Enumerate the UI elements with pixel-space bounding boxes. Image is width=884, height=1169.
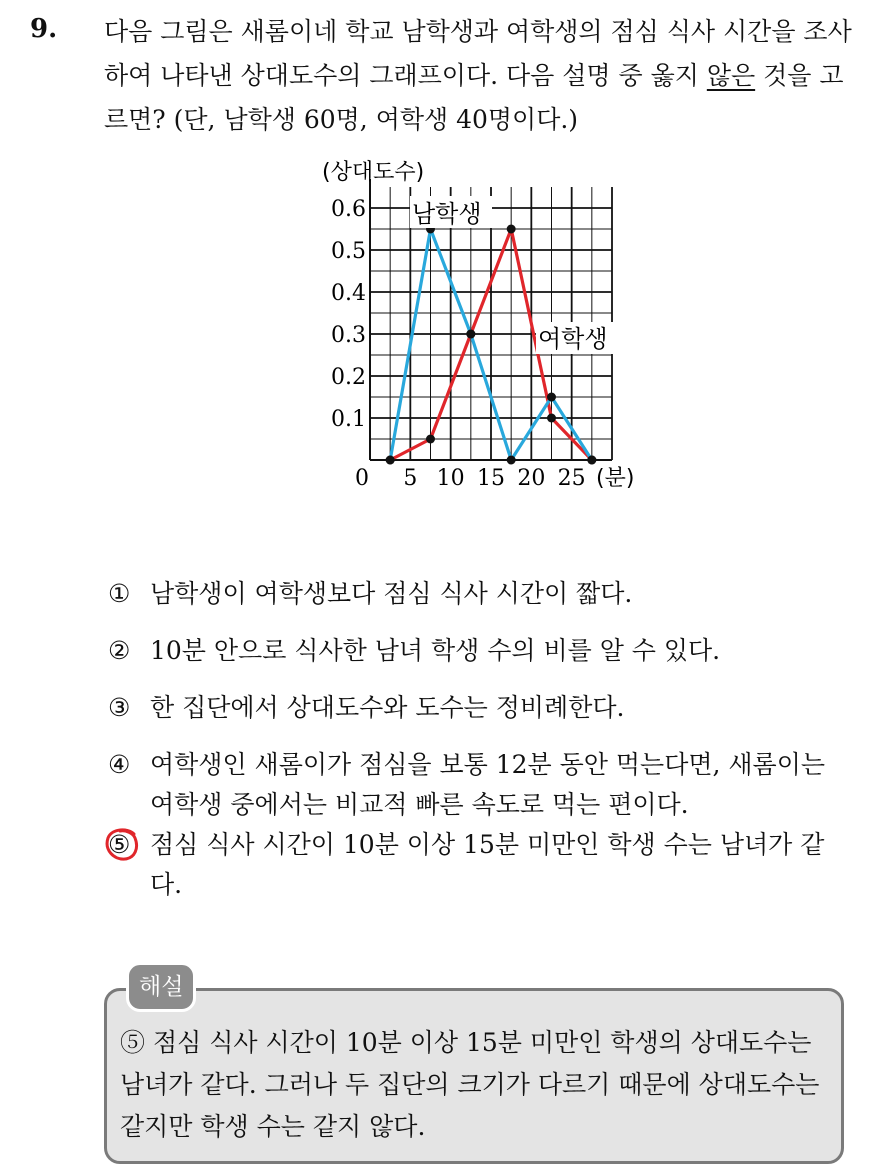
- choice-4-marker: ④: [108, 750, 131, 779]
- data-point-boys: [547, 393, 556, 402]
- choice-2-text: 10분 안으로 식사한 남녀 학생 수의 비를 알 수 있다.: [150, 636, 721, 665]
- question-text-part2: 것을 고르면? (단, 남학생 60명, 여학생 40명이다.): [104, 61, 844, 134]
- explanation-text: ⑤ 점심 식사 시간이 10분 이상 15분 미만인 학생의 상대도수는 남녀가 같다. 그러나 두 집단의 크기가 다르기 때문에 상대도수는 같지만 학생 수는 같지 않다.: [120, 1028, 820, 1141]
- choice-5-marker: ⑤: [108, 830, 131, 859]
- answer-circle-mark: [104, 826, 140, 862]
- data-point-boys: [466, 330, 475, 339]
- data-point-boys: [507, 456, 516, 465]
- data-point-boys: [386, 456, 395, 465]
- choice-3-text: 한 집단에서 상대도수와 도수는 정비례한다.: [150, 693, 625, 722]
- question-number: 9.: [30, 14, 58, 44]
- chart-labels: [322, 160, 634, 491]
- series-label-girls: 여학생: [538, 325, 608, 353]
- y-tick-label: 0.5: [331, 239, 366, 264]
- data-point-girls: [426, 435, 435, 444]
- choice-4[interactable]: [108, 745, 850, 825]
- y-tick-label: 0.6: [331, 197, 366, 222]
- y-tick-label: 0.2: [331, 365, 366, 390]
- x-tick-label: 5: [403, 466, 418, 491]
- choice-2-marker: ②: [108, 636, 131, 665]
- choice-1-marker: ①: [108, 579, 131, 608]
- x-tick-label: 15: [477, 466, 505, 491]
- relative-frequency-chart: [300, 150, 660, 500]
- y-tick-label: 0.1: [331, 407, 366, 432]
- x-tick-label: 10: [436, 466, 465, 491]
- choice-1[interactable]: [108, 574, 850, 614]
- y-tick-label: 0.4: [331, 281, 366, 306]
- x-tick-label: 0: [355, 466, 369, 491]
- x-axis-title: (분): [596, 466, 635, 491]
- question-text: [104, 10, 864, 142]
- choice-3[interactable]: [108, 688, 850, 728]
- choice-2[interactable]: [108, 631, 850, 671]
- data-point-boys: [587, 456, 596, 465]
- choice-3-marker: ③: [108, 693, 131, 722]
- x-tick-label: 20: [517, 466, 546, 491]
- question-text-part1: 다음 그림은 새롬이네 학교 남학생과 여학생의 점심 식사 시간을 조사하여 나타낸 상대도수의 그래프이다. 다음 설명 중 옳지: [104, 17, 852, 90]
- y-tick-label: 0.3: [331, 323, 366, 348]
- data-point-girls: [507, 225, 516, 234]
- choice-5-text: 점심 식사 시간이 10분 이상 15분 미만인 학생 수는 남녀가 같다.: [150, 830, 825, 899]
- choice-4-text: 여학생인 새롬이가 점심을 보통 12분 동안 먹는다면, 새롬이는 여학생 중에서는 비교적 빠른 속도로 먹는 편이다.: [150, 750, 825, 819]
- x-tick-label: 25: [557, 466, 586, 491]
- choice-1-text: 남학생이 여학생보다 점심 식사 시간이 짧다.: [150, 579, 633, 608]
- series-label-boys: 남학생: [412, 200, 482, 228]
- choice-5[interactable]: [108, 825, 850, 905]
- y-axis-title: (상대도수): [322, 160, 425, 185]
- explanation-label: 해설: [126, 962, 196, 1012]
- data-point-girls: [547, 414, 556, 423]
- question-underlined-word: 않은: [706, 61, 756, 90]
